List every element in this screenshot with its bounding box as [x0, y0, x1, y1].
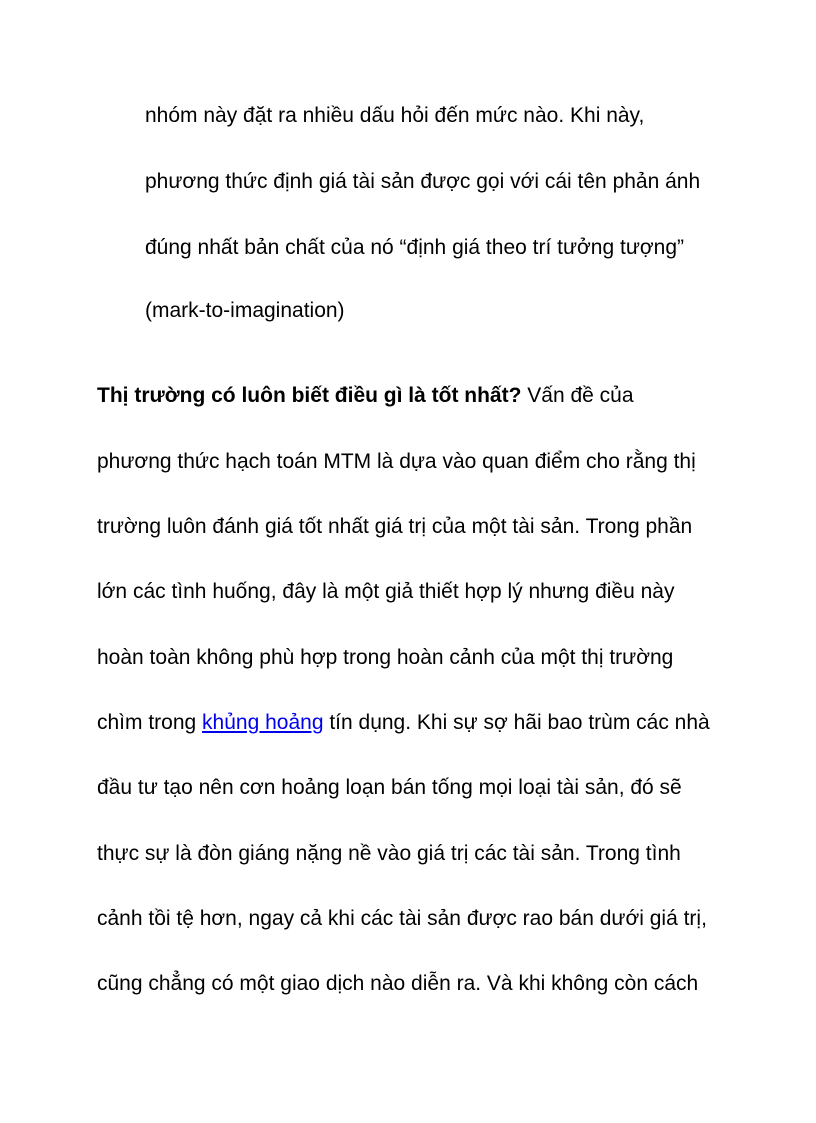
link-line-before: chìm trong: [97, 711, 203, 734]
paragraph-line: trường luôn đánh giá tốt nhất giá trị của một tài sản. Trong phần: [97, 515, 693, 538]
paragraph-line: cũng chẳng có một giao dịch nào diễn ra. Và khi không còn cách: [97, 972, 699, 995]
crisis-link[interactable]: khủng hoảng: [202, 711, 324, 734]
paragraph-line: cảnh tồi tệ hơn, ngay cả khi các tài sản được rao bán dưới giá trị,: [97, 907, 707, 930]
quote-line: nhóm này đặt ra nhiều dấu hỏi đến mức nào. Khi này,: [145, 104, 645, 127]
paragraph-line: lớn các tình huống, đây là một giả thiết hợp lý nhưng điều này: [97, 580, 675, 603]
paragraph-line: hoàn toàn không phù hợp trong hoàn cảnh của một thị trường: [97, 646, 674, 669]
paragraph-line-with-link: [97, 710, 710, 736]
paragraph-line: phương thức hạch toán MTM là dựa vào quan điểm cho rằng thị: [97, 450, 696, 473]
quote-line: đúng nhất bản chất của nó “định giá theo trí tưởng tượng”: [145, 236, 685, 259]
quote-line: (mark-to-imagination): [145, 299, 345, 322]
quote-line: phương thức định giá tài sản được gọi với cái tên phản ánh: [145, 170, 701, 193]
link-line-after: tín dụng. Khi sự sợ hãi bao trùm các nhà: [323, 711, 710, 734]
section-heading: Thị trường có luôn biết điều gì là tốt nhất?: [97, 384, 522, 407]
section-first-line: [97, 383, 634, 409]
paragraph-line: thực sự là đòn giáng nặng nề vào giá trị các tài sản. Trong tình: [97, 842, 681, 865]
section-heading-tail: Vấn đề của: [521, 384, 634, 407]
paragraph-line: đầu tư tạo nên cơn hoảng loạn bán tống mọi loại tài sản, đó sẽ: [97, 776, 682, 799]
